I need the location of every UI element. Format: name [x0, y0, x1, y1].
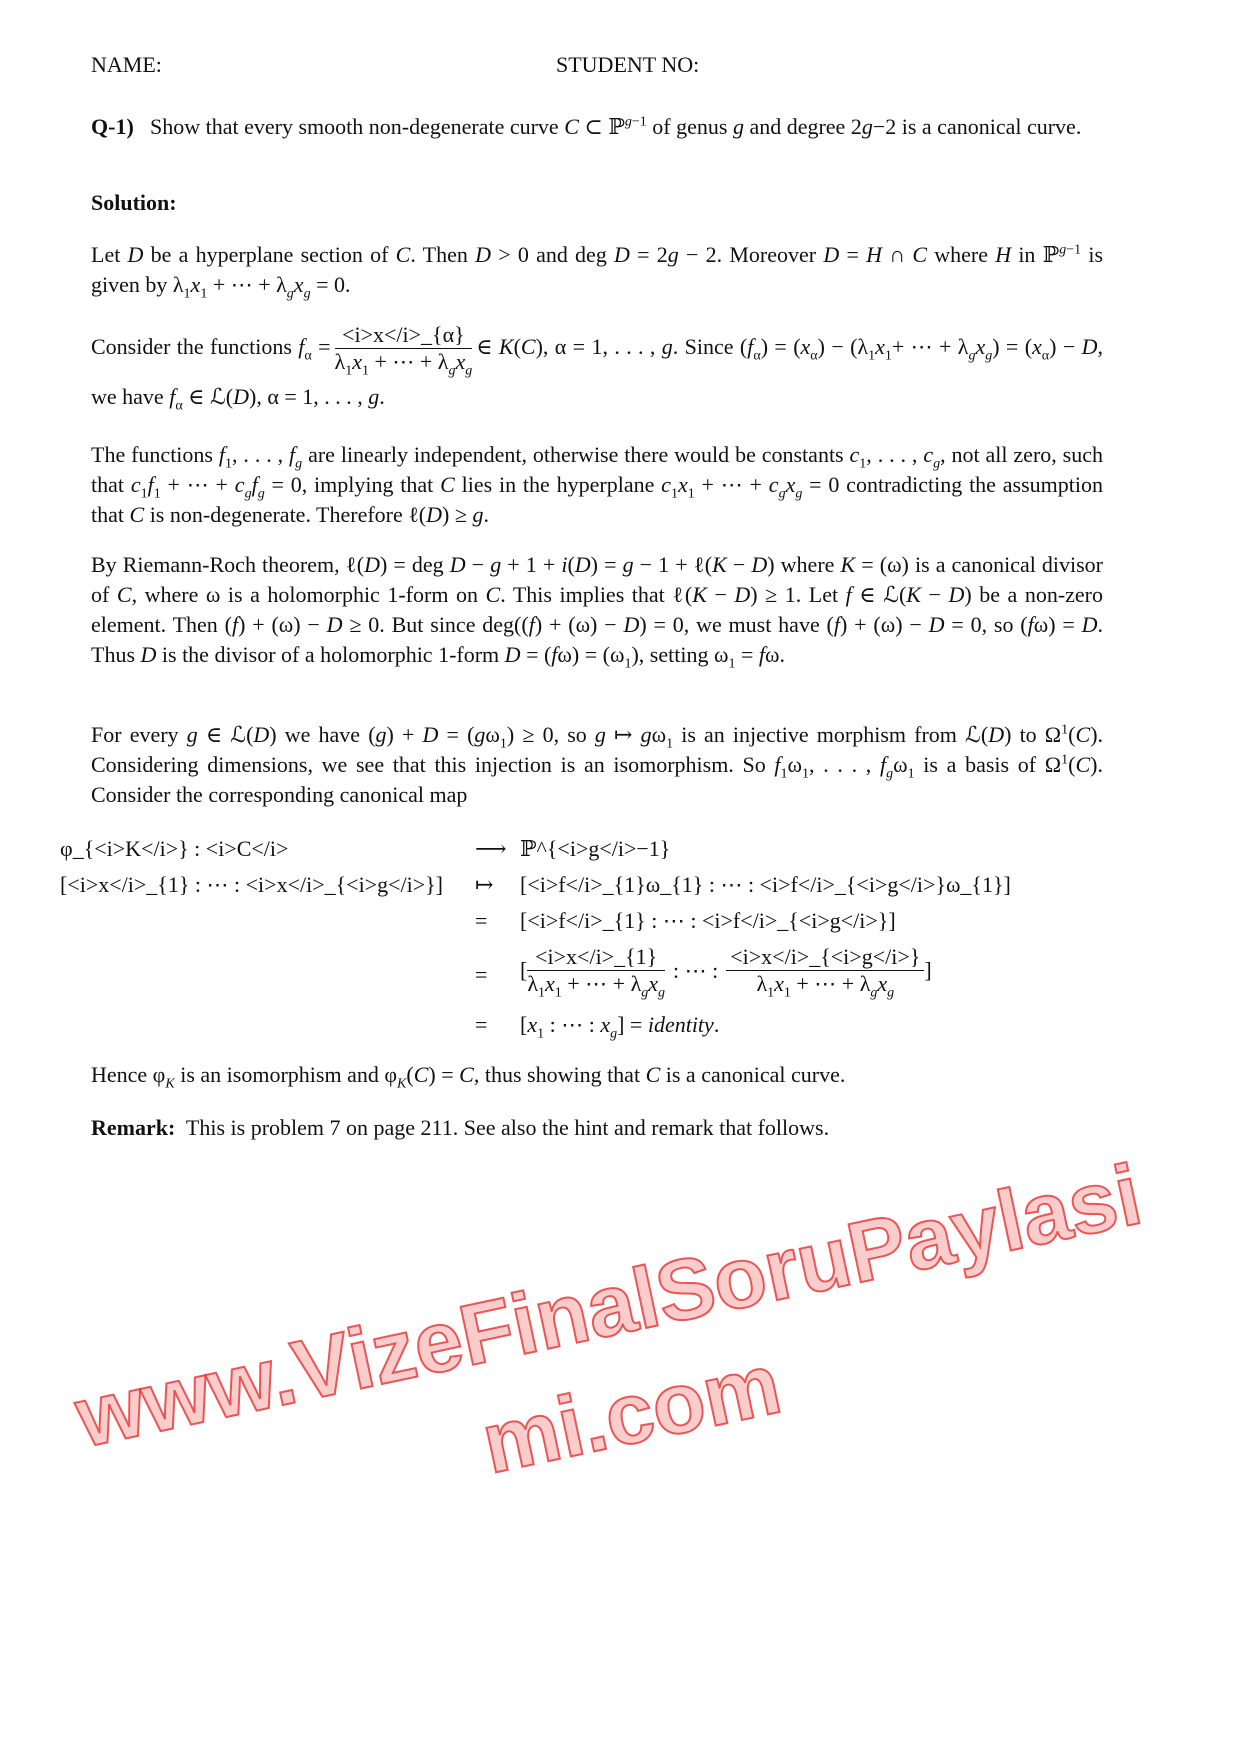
equals-5: = — [475, 1012, 488, 1037]
remark-label: Remark: — [91, 1115, 176, 1140]
paragraph-hyperplane: Let D be a hyperplane section of C. Then D > 0 and deg D = 2g − 2. Moreover D = H ∩ C where H in ℙ$^{g-1}$ is given by $\lambda_1x_1$ + ⋯ + $\lambda_gx_g = 0$. — [91, 242, 1104, 302]
fraction — [334, 322, 473, 379]
fraction-numerator: <i>x</i>_{α} — [335, 322, 473, 349]
mapsto: ↦ — [475, 872, 494, 897]
equals-3: = — [475, 908, 488, 933]
separator: : ⋯ : — [673, 957, 719, 983]
remark — [91, 1113, 1103, 1143]
map-right-3: [<i>f</i>_{1} : ⋯ : <i>f</i>_{<i>g</i>}] — [520, 908, 896, 933]
map-arrow: ⟶ — [475, 836, 507, 861]
paragraph-functions — [91, 322, 1103, 419]
remark-text: This is problem 7 on page 211. See also the hint and remark that follows. — [185, 1115, 830, 1140]
equals-4: = — [475, 962, 488, 987]
fraction-1 — [527, 944, 666, 1001]
denominator-1: $\lambda_1x_1$ + ⋯ + $\lambda_gx_g$ — [527, 971, 666, 1001]
map-right-2: [<i>f</i>_{1}ω_{1} : ⋯ : <i>f</i>_{<i>g</i>}ω_{1}] — [520, 872, 1011, 897]
map-right-1: ℙ^{<i>g</i>−1} — [520, 836, 671, 861]
student-no-label: STUDENT NO: — [556, 52, 700, 77]
paragraph-independence: The functions $f_1$, . . . , $f_g$ are linearly independent, otherwise there would be constants $c_1$, . . . , $c_g$, not all zero, such that $c_1f_1$ + ⋯ + $c_gf_g = 0$, implying that C lies in the hyperplane $c_1x_1$ + ⋯ + $c_gx_g = 0$ contradicting the assumption that C is non-degenerate. Therefore ℓ(D) ≥ g. — [91, 442, 1103, 527]
map-right-4 — [520, 944, 932, 1001]
functions-text-cont: ∈ K(C), α = 1, . . . , g. Since $(f_\alpha) = (x_\alpha) - (\lambda_1x_1+$ ⋯ + $\lambda_gx_g) = (x_\alpha) - D$, we have $f_\alpha$ ∈ ℒ(D), α = 1, . . . , g. — [91, 333, 1103, 414]
bracket-open: [ — [520, 957, 528, 983]
question — [91, 112, 1103, 142]
map-right-5: [$x_1$ : ⋯ : $x_g$] = identity. — [520, 1012, 720, 1042]
fraction-2 — [726, 944, 924, 1001]
watermark: www.VizeFinalSoruPaylasimi.com — [67, 1146, 1150, 1493]
map-left-1: φ_{<i>K</i>} : <i>C</i> — [60, 836, 289, 861]
paragraph-conclusion: Hence $\varphi_K$ is an isomorphism and $\varphi_K(C) = C$, thus showing that C is a canonical curve. — [91, 1062, 846, 1092]
solution-label: Solution: — [91, 190, 177, 215]
functions-text: Consider the functions $f_\alpha$ = — [91, 333, 331, 363]
denominator-2: $\lambda_1x_1$ + ⋯ + $\lambda_gx_g$ — [756, 971, 895, 1001]
numerator-1: <i>x</i>_{1} — [527, 944, 665, 971]
paragraph-riemann-roch: By Riemann-Roch theorem, ℓ(D) = deg D − g + 1 + i(D) = g − 1 + ℓ(K − D) where K = (ω) is a canonical divisor of C, where ω is a holomorphic 1-form on C. This implies that ℓ(K − D) ≥ 1. Let f ∈ ℒ(K − D) be a non-zero element. Then (f) + (ω) − D ≥ 0. But since deg((f) + (ω) − D) = 0, we must have (f) + (ω) − D = 0, so (fω) = D. Thus D is the divisor of a holomorphic 1-form $D = (f\omega) = (\omega_1)$, setting $\omega_1 = f\omega$. — [91, 552, 1104, 672]
question-text: Show that every smooth non-degenerate curve C ⊂ ℙ$^{g-1}$ of genus g and degree 2g−2 is a canonical curve. — [150, 114, 1082, 139]
fraction-denominator: $\lambda_1x_1$ + ⋯ + $\lambda_gx_g$ — [334, 349, 473, 379]
canonical-map-display — [0, 834, 1240, 1042]
question-label: Q-1) — [91, 114, 134, 139]
numerator-2: <i>x</i>_{<i>g</i>} — [726, 944, 924, 971]
paragraph-basis: For every g ∈ ℒ(D) we have $(g) + D = (g\omega_1) \ge 0$, so g ↦ $g\omega_1$ is an injective morphism from ℒ(D) to $\Omega^1(C)$. Considering dimensions, we see that this injection is an isomorphism. So $f_1\omega_1$, . . . , $f_g\omega_1$ is a basis of $\Omega^1(C)$. Consider the corresponding canonical map — [91, 722, 1104, 807]
bracket-close: ] — [924, 957, 932, 983]
name-label: NAME: — [91, 52, 162, 77]
map-left-2: [<i>x</i>_{1} : ⋯ : <i>x</i>_{<i>g</i>}] — [60, 872, 444, 897]
